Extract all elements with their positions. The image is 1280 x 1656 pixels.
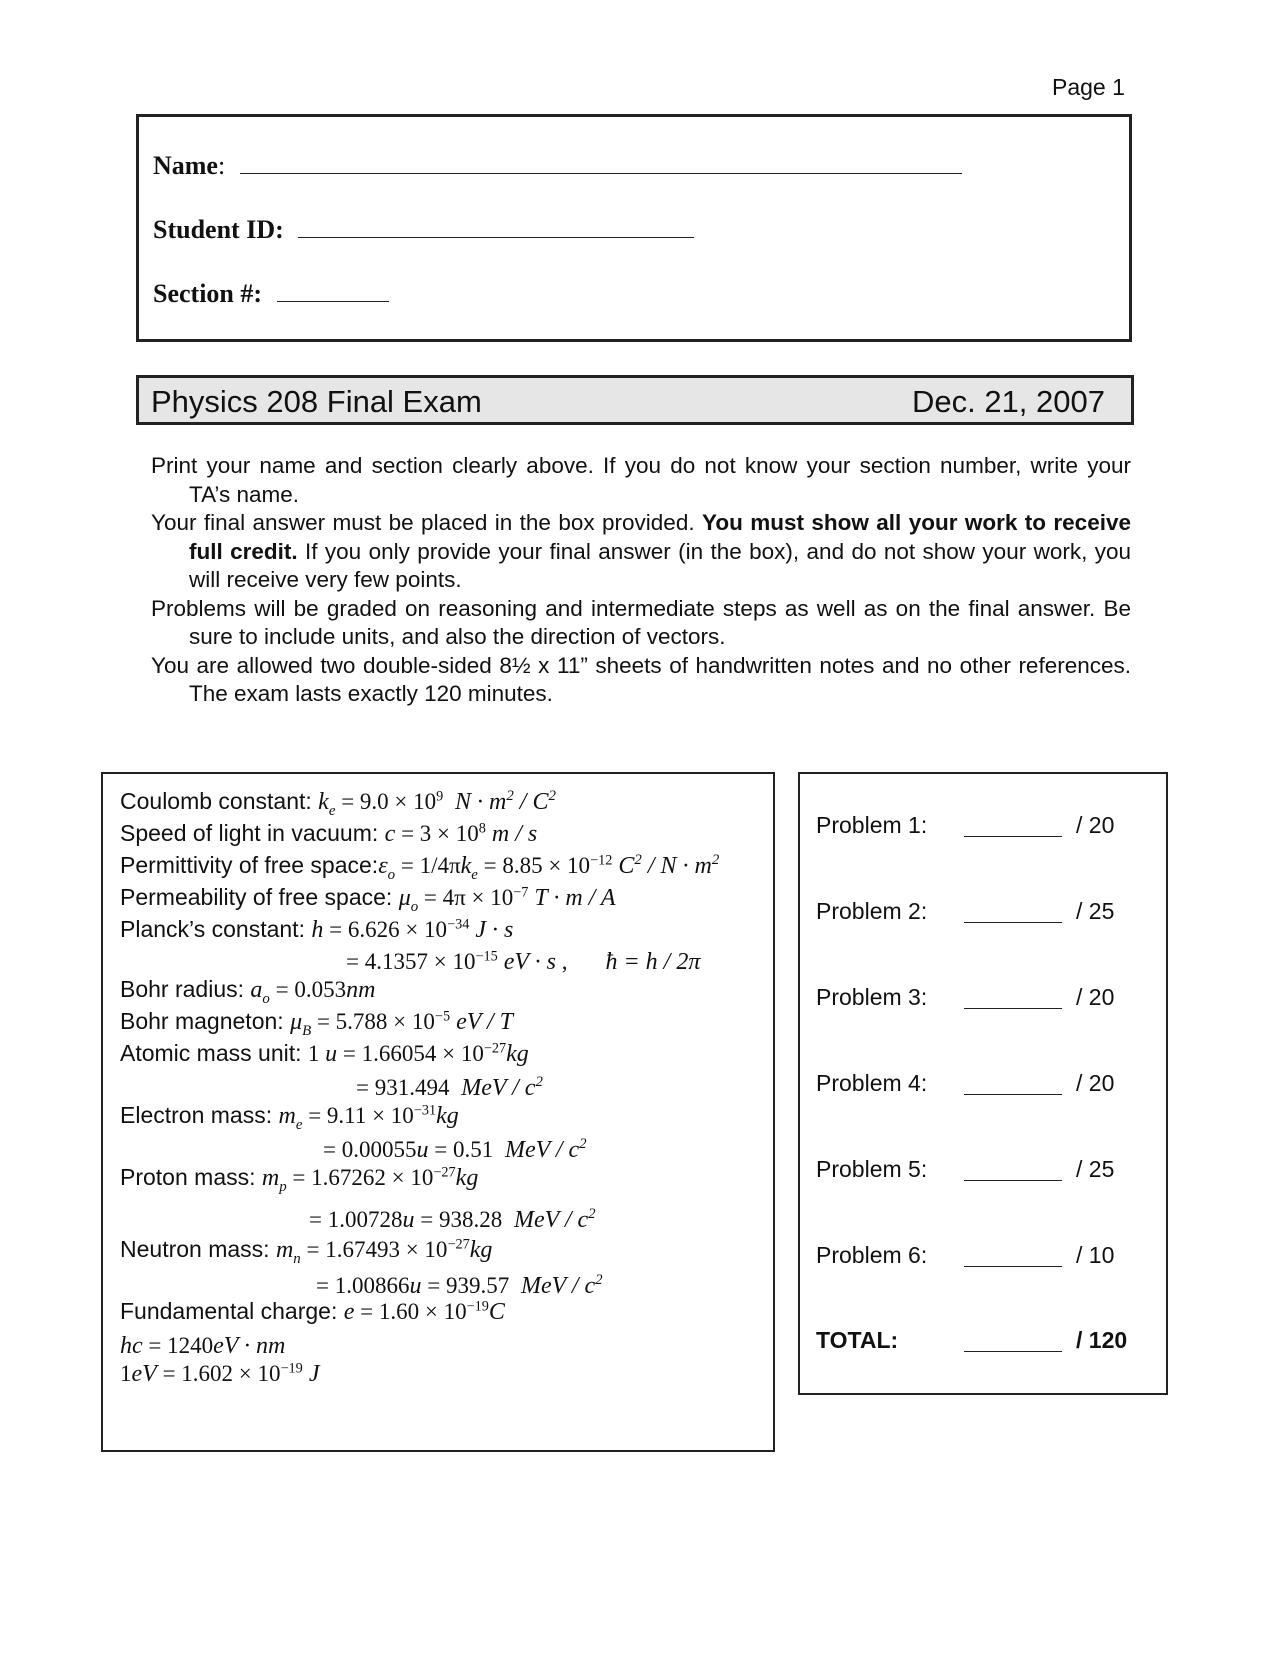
permittivity: Permittivity of free $space:\varepsilon_o = 1/4\pi k_e = 8.85 \times 10^{-12}$ $C^2 / N \cdot m^2$ xyxy=(120,852,720,883)
score-label: Problem 6: xyxy=(816,1242,928,1268)
score-label: Problem 3: xyxy=(816,984,928,1010)
atomic-mass-unit: Atomic mass unit: 1 $u = 1.66054 \times 10^{-27}kg$ xyxy=(120,1040,529,1067)
score-row-total xyxy=(816,1327,1156,1357)
score-row xyxy=(816,812,1156,842)
instruction-4: You are allowed two double-sided 8½ x 11” sheets of handwritten notes and no other references. The exam lasts exactly 120 minutes. xyxy=(151,652,1131,706)
student-info-box xyxy=(136,114,1132,342)
exam-title: Physics 208 Final Exam xyxy=(151,384,482,419)
page-number: Page 1 xyxy=(1052,74,1125,100)
score-table xyxy=(798,772,1168,1395)
score-row xyxy=(816,1070,1156,1100)
section-field[interactable] xyxy=(277,279,389,302)
proton-mass-mev: = 1.00728u = 938.28 MeV / $c^2$ xyxy=(309,1206,596,1233)
exam-date: Dec. 21, 2007 xyxy=(911,384,1105,419)
score-label: Problem 2: xyxy=(816,898,928,924)
score-points: / 20 xyxy=(1076,1070,1115,1096)
score-row xyxy=(816,1242,1156,1272)
score-row xyxy=(816,1156,1156,1186)
instruction-1: Print your name and section clearly above. If you do not know your section number, write your TA’s name. xyxy=(151,453,1131,507)
score-blank[interactable] xyxy=(964,1351,1062,1352)
student-id-row xyxy=(153,215,694,245)
score-label: Problem 5: xyxy=(816,1156,928,1182)
score-blank[interactable] xyxy=(964,836,1062,837)
neutron-mass-mev: = 1.00866u = 939.57 MeV / $c^2$ xyxy=(316,1272,603,1299)
ev-conversion: $1eV = 1.602 \times 10^{-19}$ J xyxy=(120,1360,320,1387)
section-row xyxy=(153,279,389,309)
score-points: / 120 xyxy=(1076,1327,1128,1353)
speed-of-light: Speed of light in vacuum: $c = 3 \times 10^8$ m / s xyxy=(120,820,538,847)
name-field[interactable] xyxy=(240,151,962,174)
score-blank[interactable] xyxy=(964,1266,1062,1267)
planck-constant: Planck’s constant: $h = 6.626 \times 10^{-34}$ J · s xyxy=(120,916,514,943)
name-label: Name xyxy=(153,151,218,180)
score-points: / 25 xyxy=(1076,898,1115,924)
score-blank[interactable] xyxy=(964,1008,1062,1009)
fundamental-charge: Fundamental charge: $e = 1.60 \times 10^{-19}C$ xyxy=(120,1298,505,1325)
score-label: TOTAL: xyxy=(816,1327,899,1353)
score-row xyxy=(816,898,1156,928)
score-row xyxy=(816,984,1156,1014)
instruction-emphasis: You must show all your work to receive full credit. xyxy=(189,510,1131,564)
hc-constant: hc = 1240eV · nm xyxy=(120,1333,286,1359)
coulomb-constant: Coulomb constant: $k_e = 9.0 \times 10^9$ $N \cdot m^2 / C^2$ xyxy=(120,788,556,819)
score-blank[interactable] xyxy=(964,1180,1062,1181)
score-points: / 10 xyxy=(1076,1242,1115,1268)
bohr-radius: Bohr radius: $a_o = 0.053nm$ xyxy=(120,976,376,1007)
score-label: Problem 4: xyxy=(816,1070,928,1096)
bohr-magneton: Bohr magneton: $\mu_B = 5.788 \times 10^{-5}$ eV / T xyxy=(120,1008,513,1039)
score-points: / 20 xyxy=(1076,812,1115,838)
instructions xyxy=(151,452,1131,709)
instruction-2: Your final answer must be placed in the box provided. You must show all your work to receive full credit. If you only provide your final answer (in the box), and do not show your work, you will receive very few points. xyxy=(151,510,1131,592)
planck-constant-ev: = $4.1357 \times 10^{-15}$ eV · s , ħ = h / 2π xyxy=(346,948,701,975)
name-row: Name: xyxy=(153,151,962,181)
electron-mass-mev: = 0.00055u = 0.51 MeV / $c^2$ xyxy=(323,1136,587,1163)
score-blank[interactable] xyxy=(964,1094,1062,1095)
permeability: Permeability of free space: $\mu_o = 4\pi \times 10^{-7}$ T · m / A xyxy=(120,884,616,915)
neutron-mass: Neutron mass: $m_n = 1.67493 \times 10^{-27}kg$ xyxy=(120,1236,493,1267)
score-points: / 25 xyxy=(1076,1156,1115,1182)
score-label: Problem 1: xyxy=(816,812,928,838)
score-blank[interactable] xyxy=(964,922,1062,923)
atomic-mass-unit-mev: = 931.494 MeV / $c^2$ xyxy=(356,1074,543,1101)
student-id-field[interactable] xyxy=(298,215,694,238)
exam-title-bar xyxy=(136,375,1134,425)
section-label: Section #: xyxy=(153,279,263,308)
constants-box xyxy=(101,772,775,1452)
electron-mass: Electron mass: $m_e = 9.11 \times 10^{-31}kg$ xyxy=(120,1102,459,1133)
proton-mass: Proton mass: $m_p = 1.67262 \times 10^{-27}kg$ xyxy=(120,1164,479,1195)
student-id-label: Student ID: xyxy=(153,215,284,244)
score-points: / 20 xyxy=(1076,984,1115,1010)
instruction-3: Problems will be graded on reasoning and intermediate steps as well as on the final answer. Be sure to include units, and also the direction of vectors. xyxy=(151,595,1131,649)
